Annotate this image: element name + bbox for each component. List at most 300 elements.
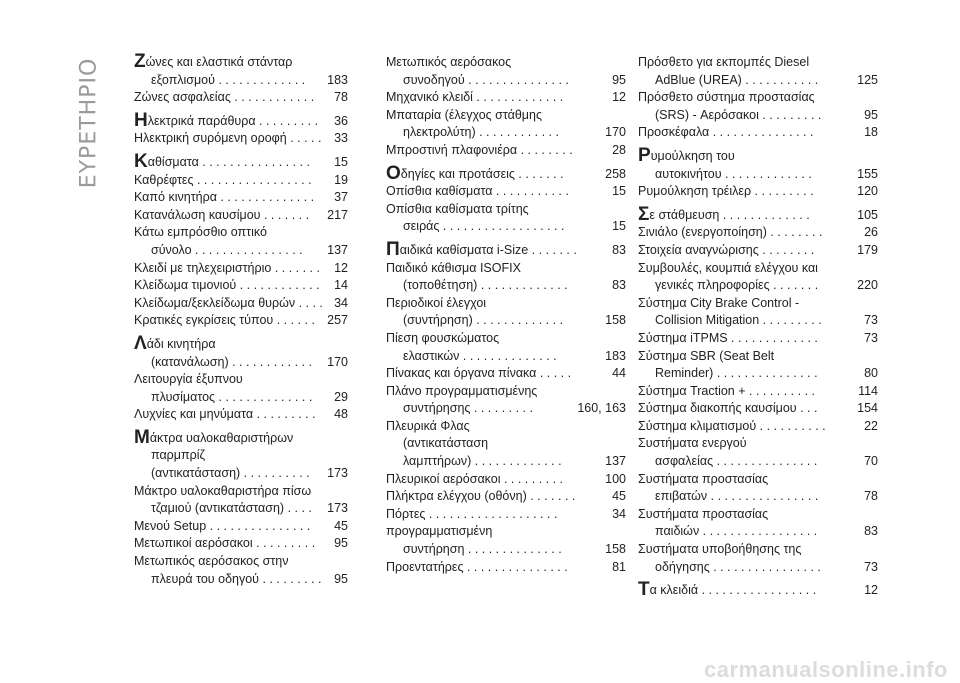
index-line [638,365,878,383]
entry-text: Κλειδί με τηλεχειριστήριο . . . . . . . [134,260,320,275]
page-number: 83 [864,524,878,539]
index-line [638,295,878,313]
page-number: 70 [864,454,878,469]
entry-text: Λειτουργία έξυπνου [134,372,243,387]
page-number: 158 [605,313,626,328]
page-number: 158 [605,542,626,557]
page-number: 137 [327,242,348,257]
entry-text: προγραμματισμένη [386,524,493,539]
index-entry [638,435,878,470]
entry-text: Οπίσθια καθίσματα τρίτης [386,201,529,216]
index-entry [638,383,878,401]
index-line [134,500,348,518]
index-line [134,224,348,242]
entry-text: Λάδι κινητήρα [134,332,216,354]
index-line [638,144,878,166]
page-number: 160, 163 [577,401,626,416]
entry-text: Προεντατήρες . . . . . . . . . . . . . . . [386,559,568,574]
index-entry [134,371,348,406]
entry-text: ηλεκτρολύτη) . . . . . . . . . . . . [403,125,559,140]
page-number: 19 [334,172,348,187]
index-entry [386,523,626,558]
index-entry [386,365,626,383]
index-line [386,142,626,160]
section-letter: Ρ [638,144,651,166]
index-entry [134,207,348,225]
index-entry [134,189,348,207]
index-line [638,383,878,401]
index-entry [386,383,626,418]
index-line [386,107,626,125]
entry-text: Καθίσματα . . . . . . . . . . . . . . . . [134,150,310,172]
entry-text: Κάτω εμπρόσθιο οπτικό [134,225,267,240]
index-entry [638,203,878,225]
page-number: 12 [864,583,878,598]
index-entry [386,201,626,236]
page-number: 95 [334,571,348,586]
index-line [386,471,626,489]
entry-text: Πλάνο προγραμματισμένης [386,383,538,398]
page-number: 173 [327,466,348,481]
entry-text: Συστήματα ενεργού [638,436,747,451]
entry-text: Ρυμούλκηση του [638,144,735,166]
entry-text: Στοιχεία αναγνώρισης . . . . . . . . [638,242,815,257]
entry-text: Τα κλειδιά . . . . . . . . . . . . . . . . . [638,579,817,601]
index-entry [134,224,348,259]
index-line [134,89,348,107]
index-entry [134,130,348,148]
index-line [638,203,878,225]
index-line [386,260,626,278]
index-line [638,579,878,601]
index-entry [638,89,878,124]
entry-text: Κρατικές εγκρίσεις τύπου . . . . . . [134,313,315,328]
index-line [386,277,626,295]
index-line [638,89,878,107]
index-line [386,506,626,524]
section-letter: Ζ [134,51,146,72]
index-entry [134,535,348,553]
index-line [386,218,626,236]
index-line [134,130,348,148]
page-number: 80 [864,366,878,381]
page-number: 155 [857,166,878,181]
index-line [134,150,348,172]
index-line [638,312,878,330]
entry-text: Συμβουλές, κουμπιά ελέγχου και [638,260,818,275]
index-entry [638,330,878,348]
index-line [386,54,626,72]
section-title: ΕΥΡΕΤΗΡΙΟ [76,57,102,189]
entry-text: Reminder) . . . . . . . . . . . . . . . [655,366,818,381]
entry-text: σειράς . . . . . . . . . . . . . . . . . . [403,219,565,234]
entry-text: εξοπλισμού . . . . . . . . . . . . . [151,72,306,87]
index-line [134,553,348,571]
index-line [638,418,878,436]
index-entry [134,295,348,313]
entry-text: Συστήματα προστασίας [638,471,769,486]
page-number: 15 [334,154,348,169]
entry-text: Ζώνες ασφαλείας . . . . . . . . . . . . [134,90,315,105]
index-line [638,124,878,142]
index-line [386,453,626,471]
index-line [638,107,878,125]
entry-text: Μάκτρο υαλοκαθαριστήρα πίσω [134,483,312,498]
index-entry [386,471,626,489]
index-line [386,488,626,506]
section-letter: Η [134,109,148,131]
index-entry [638,124,878,142]
index-entry [386,238,626,260]
section-letter: Ο [386,162,401,184]
page-number: 81 [612,559,626,574]
index-entry [386,559,626,577]
entry-text: Παιδικό κάθισμα ISOFIX [386,260,521,275]
index-column-2 [386,54,626,576]
index-entry [134,406,348,424]
page-number: 183 [605,348,626,363]
index-entry [134,260,348,278]
entry-text: Ρυμούλκηση τρέιλερ . . . . . . . . . [638,184,814,199]
index-line [386,559,626,577]
entry-text: πλυσίματος . . . . . . . . . . . . . . [151,389,313,404]
page-number: 15 [612,184,626,199]
index-entry [134,89,348,107]
entry-text: Σύστημα Traction + . . . . . . . . . . [638,383,815,398]
page-number: 48 [334,407,348,422]
section-letter: Τ [638,579,650,601]
entry-text: Προσκέφαλα . . . . . . . . . . . . . . . [638,125,814,140]
entry-text: (SRS) - Αερόσακοι . . . . . . . . . [655,107,822,122]
index-line [386,183,626,201]
index-entry [386,488,626,506]
index-entry [134,172,348,190]
watermark: carmanualsonline.info [704,657,948,682]
index-line [638,400,878,418]
index-entry [386,506,626,524]
index-entry [134,312,348,330]
entry-text: γενικές πληροφορίες . . . . . . . [655,278,819,293]
entry-text: οδήγησης . . . . . . . . . . . . . . . . [655,559,821,574]
page-number: 83 [612,278,626,293]
page-number: 120 [857,184,878,199]
entry-text: Παιδικά καθίσματα i-Size . . . . . . . [386,238,577,260]
index-entry [638,54,878,89]
entry-text: σύνολο . . . . . . . . . . . . . . . . [151,242,303,257]
entry-text: Πρόσθετο σύστημα προστασίας [638,90,815,105]
index-line [638,242,878,260]
index-line [134,312,348,330]
entry-text: Πόρτες . . . . . . . . . . . . . . . . . . . [386,506,558,521]
page-number: 137 [605,454,626,469]
entry-text: (κατανάλωση) . . . . . . . . . . . . [151,354,312,369]
entry-text: (τοποθέτηση) . . . . . . . . . . . . . [403,278,568,293]
page-number: 12 [612,90,626,105]
index-line [134,483,348,501]
page-number: 34 [612,506,626,521]
section-letter: Μ [134,426,150,448]
page-number: 78 [334,90,348,105]
entry-text: παρμπρίζ [151,448,206,463]
entry-text: Σε στάθμευση . . . . . . . . . . . . . [638,203,810,225]
entry-text: Σινιάλο (ενεργοποίηση) . . . . . . . . [638,225,823,240]
index-entry [638,183,878,201]
index-entry [638,418,878,436]
index-line [638,224,878,242]
page-number: 258 [605,166,626,181]
index-line [386,162,626,184]
page-number: 14 [334,278,348,293]
entry-text: Μπροστινή πλαφονιέρα . . . . . . . . [386,142,573,157]
index-line [638,523,878,541]
page-number: 45 [612,489,626,504]
index-line [638,348,878,366]
page-number: 217 [327,207,348,222]
entry-text: Μετωπικός αερόσακος [386,55,512,69]
index-line [386,435,626,453]
section-letter: Λ [134,332,147,354]
page-number: 15 [612,219,626,234]
page-number: 173 [327,501,348,516]
page-number: 78 [864,489,878,504]
index-line [638,54,878,72]
index-line [386,89,626,107]
page-number: 73 [864,313,878,328]
index-entry [386,295,626,330]
page-number: 44 [612,366,626,381]
page-number: 12 [334,260,348,275]
index-line [386,201,626,219]
entry-text: Πλευρικοί αερόσακοι . . . . . . . . . [386,471,564,486]
index-entry [134,51,348,89]
entry-text: Λυχνίες και μηνύματα . . . . . . . . . [134,407,316,422]
entry-text: Σύστημα iTPMS . . . . . . . . . . . . . [638,330,818,345]
index-line [134,332,348,354]
index-column-3 [638,54,878,600]
page-number: 33 [334,131,348,146]
index-line [638,559,878,577]
page-number: 170 [605,125,626,140]
page-number: 125 [857,72,878,87]
entry-text: Κατανάλωση καυσίμου . . . . . . . [134,207,310,222]
index-entry [638,348,878,383]
index-line [638,72,878,90]
entry-text: λαμπτήρων) . . . . . . . . . . . . . [403,454,562,469]
index-entry [134,426,348,483]
section-letter: Π [386,238,400,260]
index-entry [386,54,626,89]
entry-text: Μετωπικοί αερόσακοι . . . . . . . . . [134,536,316,551]
index-entry [638,224,878,242]
index-entry [386,418,626,471]
entry-text: Κλείδωμα/ξεκλείδωμα θυρών . . . . [134,295,323,310]
page-number: 73 [864,559,878,574]
index-entry [134,277,348,295]
entry-text: πλευρά του οδηγού . . . . . . . . . [151,571,322,586]
index-entry [386,330,626,365]
entry-text: συντήρησης . . . . . . . . . [403,401,533,416]
index-entry [134,150,348,172]
page-number: 95 [612,72,626,87]
index-line [134,571,348,589]
index-line [134,535,348,553]
index-line [638,183,878,201]
index-line [134,260,348,278]
entry-text: Καθρέφτες . . . . . . . . . . . . . . . . . [134,172,312,187]
index-line [386,295,626,313]
index-entry [638,242,878,260]
entry-text: Συστήματα υποβοήθησης της [638,542,802,557]
index-entry [638,295,878,330]
page-number: 179 [857,242,878,257]
index-line [638,330,878,348]
index-line [134,295,348,313]
index-line [638,277,878,295]
index-line [386,124,626,142]
index-entry [386,162,626,184]
index-line [638,506,878,524]
index-entry [134,109,348,131]
page-number: 154 [857,401,878,416]
index-entry [638,144,878,183]
entry-text: Ζώνες και ελαστικά στάνταρ [134,51,293,72]
entry-text: (αντικατάσταση) . . . . . . . . . . [151,466,310,481]
entry-text: συνοδηγού . . . . . . . . . . . . . . . [403,72,569,87]
index-line [134,277,348,295]
entry-text: παιδιών . . . . . . . . . . . . . . . . . [655,524,818,539]
entry-text: Πλήκτρα ελέγχου (οθόνη) . . . . . . . [386,489,576,504]
index-entry [386,183,626,201]
page-number: 220 [857,278,878,293]
entry-text: Σύστημα City Brake Control - [638,295,800,310]
index-entry [638,541,878,576]
index-line [134,465,348,483]
index-line [386,418,626,436]
page-number: 73 [864,330,878,345]
index-entry [386,260,626,295]
index-entry [638,471,878,506]
index-line [638,260,878,278]
index-line [134,172,348,190]
entry-text: Περιοδικοί έλεγχοι [386,295,487,310]
entry-text: (συντήρηση) . . . . . . . . . . . . . [403,313,564,328]
index-line [386,238,626,260]
index-line [638,471,878,489]
index-line [134,109,348,131]
page-number: 28 [612,142,626,157]
page-number: 170 [327,354,348,369]
entry-text: Πίνακας και όργανα πίνακα . . . . . [386,366,572,381]
index-line [638,453,878,471]
index-line [134,371,348,389]
page-number: 95 [334,536,348,551]
entry-text: Καπό κινητήρα . . . . . . . . . . . . . . [134,190,315,205]
index-entry [386,89,626,107]
index-line [134,242,348,260]
entry-text: Μπαταρία (έλεγχος στάθμης [386,107,542,122]
entry-text: Οπίσθια καθίσματα . . . . . . . . . . . [386,184,569,199]
index-line [134,447,348,465]
entry-text: Μηχανικό κλειδί . . . . . . . . . . . . . [386,90,564,105]
index-line [134,389,348,407]
index-entry [638,579,878,601]
entry-text: ασφαλείας . . . . . . . . . . . . . . . [655,454,818,469]
entry-text: Σύστημα SBR (Seat Belt [638,348,775,363]
entry-text: ελαστικών . . . . . . . . . . . . . . [403,348,557,363]
page-number: 45 [334,518,348,533]
page-number: 37 [334,190,348,205]
index-line [134,426,348,448]
entry-text: Μετωπικός αερόσακος στην [134,554,289,569]
entry-text: τζαμιού (αντικατάσταση) . . . . [151,501,312,516]
entry-text: συντήρηση . . . . . . . . . . . . . . [403,542,562,557]
entry-text: Πλευρικά Φλας [386,418,470,433]
page-number: 36 [334,113,348,128]
index-line [638,488,878,506]
index-line [134,189,348,207]
page-number: 183 [327,72,348,87]
page-number: 29 [334,389,348,404]
entry-text: Σύστημα διακοπής καυσίμου . . . [638,401,818,416]
index-line [386,330,626,348]
index-entry [638,260,878,295]
entry-text: Πίεση φουσκώματος [386,330,500,345]
index-entry [134,553,348,588]
entry-text: Ηλεκτρικά παράθυρα . . . . . . . . . [134,109,319,131]
entry-text: Μάκτρα υαλοκαθαριστήρων [134,426,294,448]
index-line [386,383,626,401]
entry-text: Σύστημα κλιματισμού . . . . . . . . . . [638,418,826,433]
page-number: 100 [605,471,626,486]
entry-text: αυτοκινήτου . . . . . . . . . . . . . [655,166,812,181]
watermark-band [0,657,960,683]
section-letter: Σ [638,203,650,225]
index-entry [638,506,878,541]
entry-text: Οδηγίες και προτάσεις . . . . . . . [386,162,564,184]
entry-text: Πρόσθετο για εκπομπές Diesel [638,55,810,69]
page-number: 105 [857,207,878,222]
index-line [386,523,626,541]
index-line [386,400,626,418]
index-line [134,518,348,536]
index-line [386,72,626,90]
index-line [638,435,878,453]
entry-text: Collision Mitigation . . . . . . . . . [655,313,822,328]
page-number: 257 [327,313,348,328]
entry-text: επιβατών . . . . . . . . . . . . . . . . [655,489,819,504]
entry-text: Κλείδωμα τιμονιού . . . . . . . . . . . . [134,278,320,293]
index-entry [386,142,626,160]
index-line [386,348,626,366]
entry-text: AdBlue (UREA) . . . . . . . . . . . [655,72,819,87]
page-number: 83 [612,242,626,257]
section-tab [64,48,114,198]
section-letter: Κ [134,150,148,172]
index-line [134,354,348,372]
index-entry [638,400,878,418]
entry-text: Συστήματα προστασίας [638,506,769,521]
index-line [638,541,878,559]
page-number: 34 [334,295,348,310]
index-line [134,207,348,225]
index-line [386,541,626,559]
index-line [134,406,348,424]
index-column-1 [134,51,348,588]
index-line [134,72,348,90]
index-line [386,312,626,330]
page-number: 114 [858,383,878,398]
index-entry [134,483,348,518]
